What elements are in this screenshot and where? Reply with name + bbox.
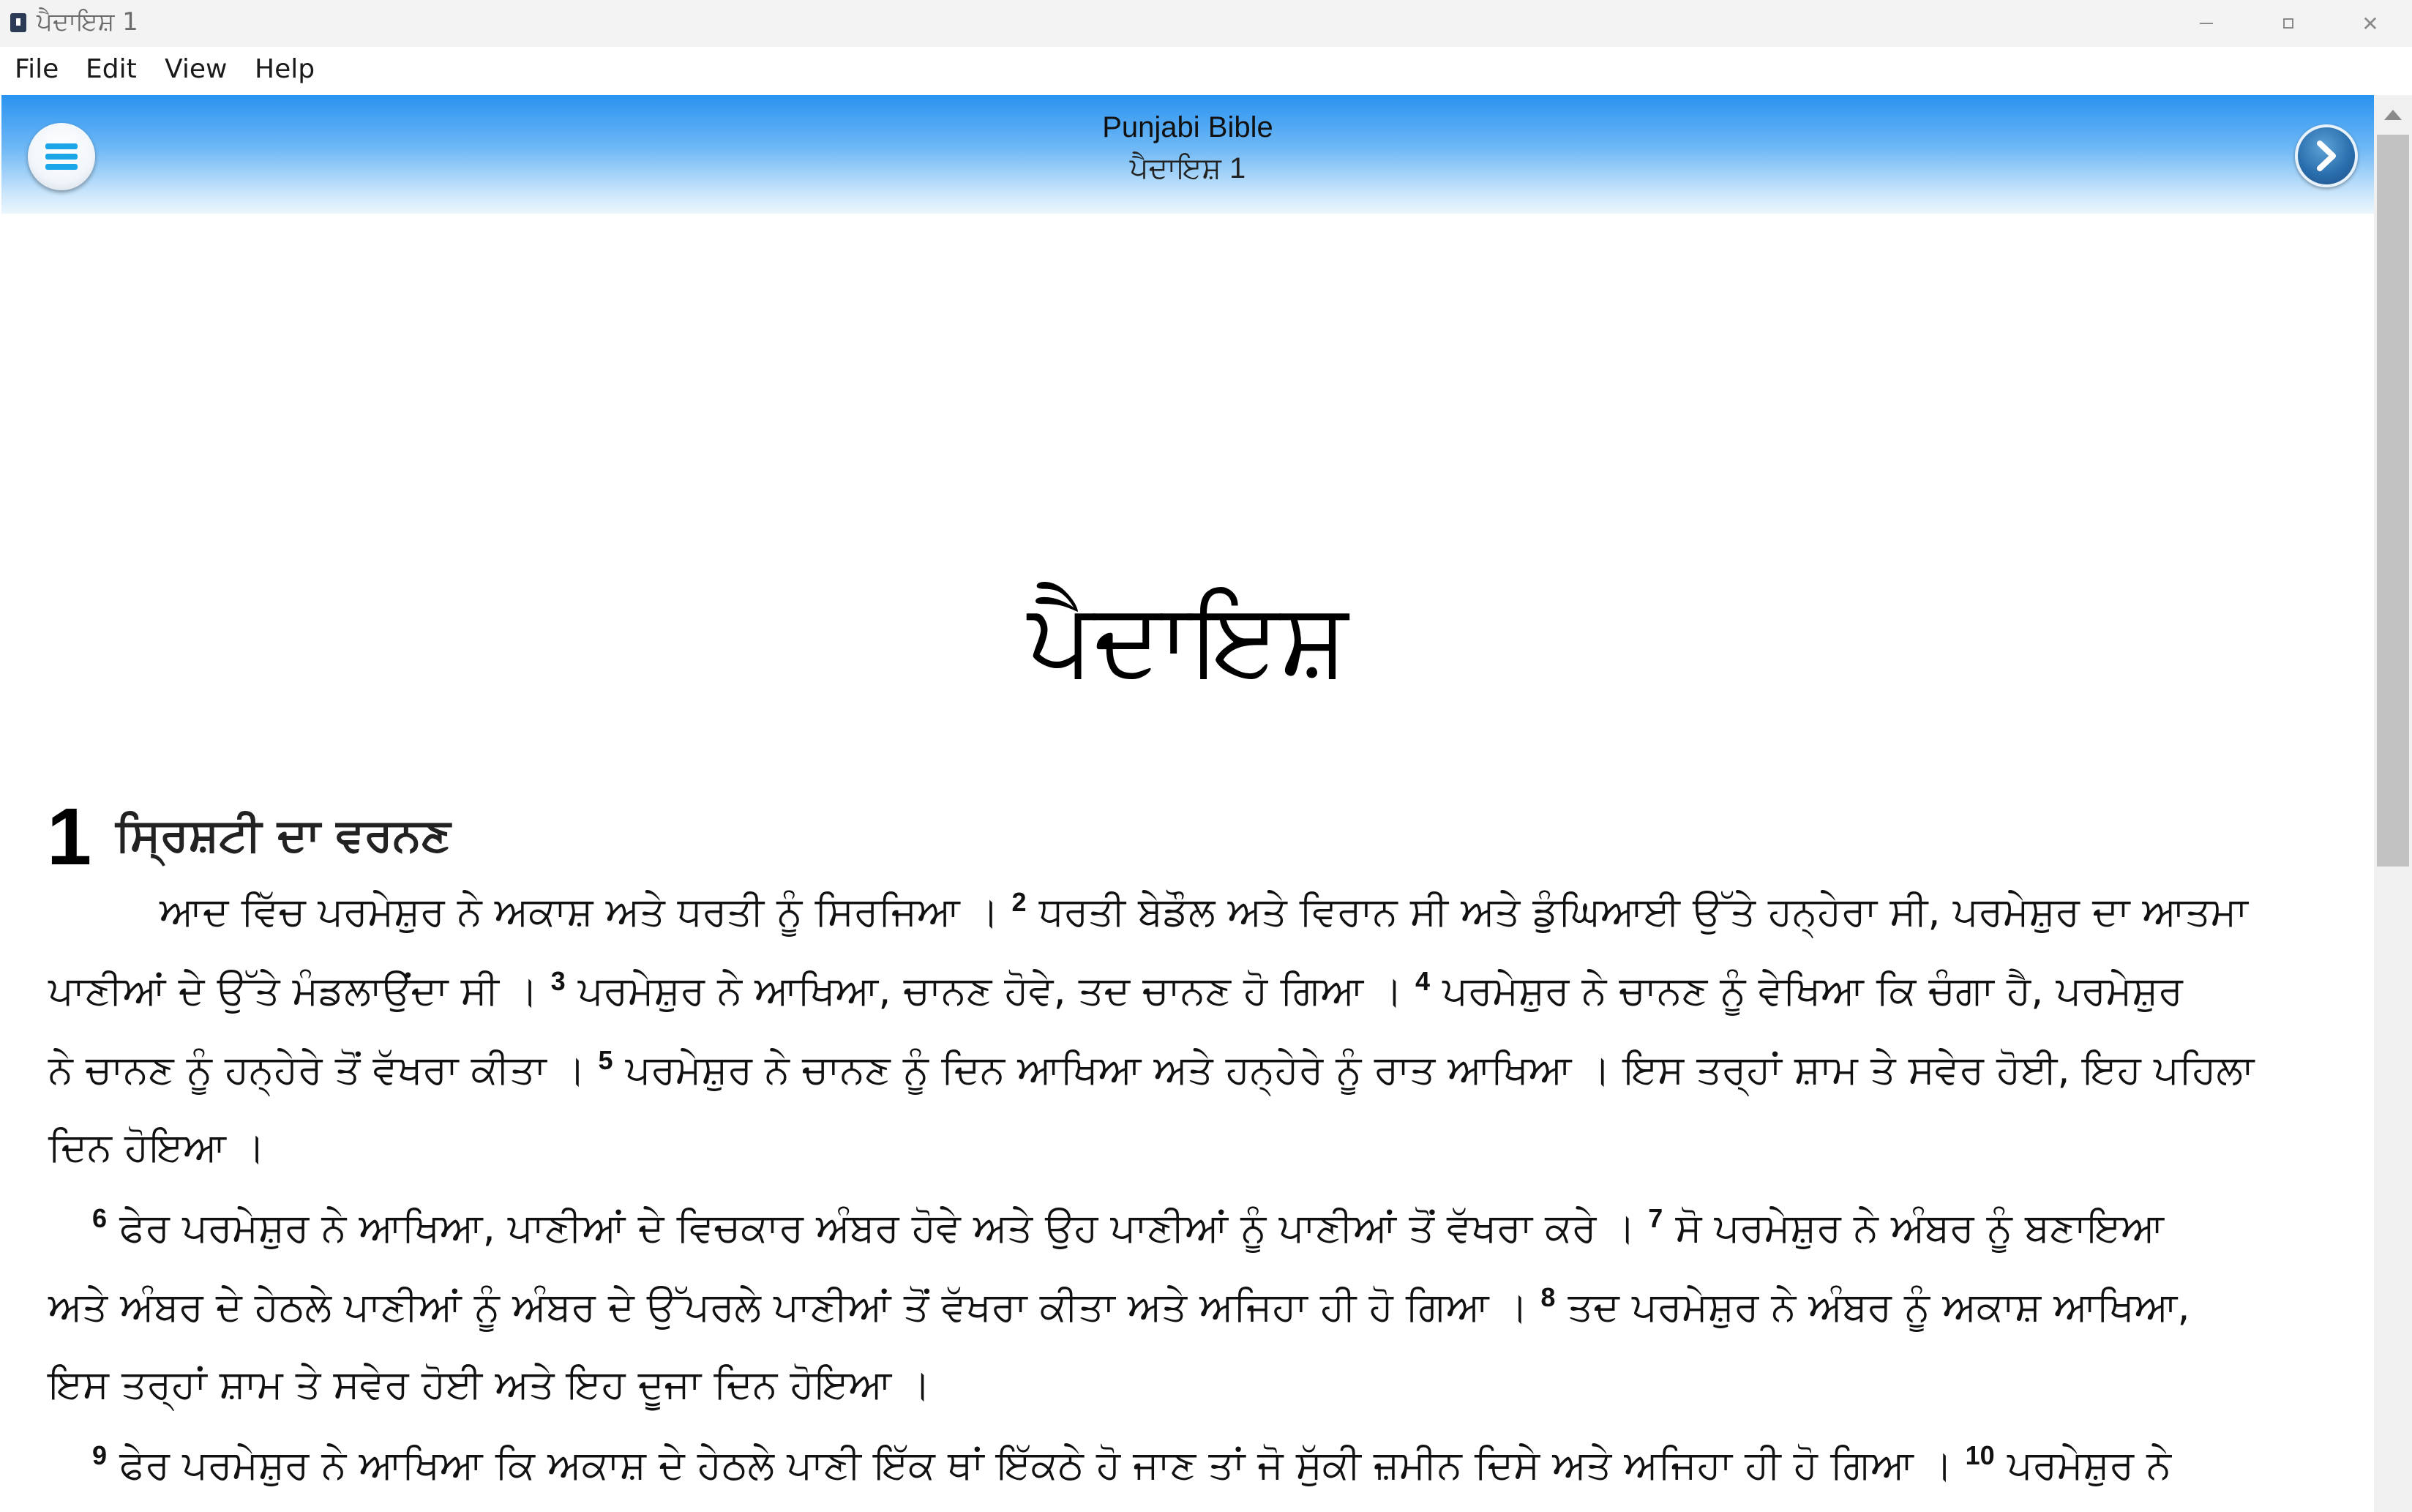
- close-button[interactable]: [2330, 0, 2411, 47]
- menu-bar: [0, 47, 2412, 95]
- next-chapter-button[interactable]: [2295, 124, 2358, 187]
- verse-text: ਫੇਰ ਪਰਮੇਸ਼ੁਰ ਨੇ ਆਖਿਆ, ਪਾਣੀਆਂ ਦੇ ਵਿਚਕਾਰ ਅੰਬਰ ਹੋਵੇ ਅਤੇ ਉਹ ਪਾਣੀਆਂ ਨੂੰ ਪਾਣੀਆਂ ਤੋਂ ਵੱਖਰਾ ਕਰੇ ।: [119, 1205, 1649, 1251]
- verse-text: ਇਸ ਤਰ੍ਹਾਂ ਸ਼ਾਮ ਤੇ ਸਵੇਰ ਹੋਈ ਅਤੇ ਇਹ ਦੂਜਾ ਦਿਨ ਹੋਇਆ ।: [48, 1361, 931, 1407]
- verse-number: 4: [1415, 966, 1430, 996]
- verse-line: [160, 887, 2248, 935]
- chapter-title: ਪੈਦਾਇਸ਼ 1: [1129, 152, 1246, 184]
- maximize-icon: [2283, 18, 2293, 29]
- verse-number: 8: [1540, 1282, 1556, 1312]
- verse-number: 5: [598, 1045, 613, 1075]
- verse-line: [48, 1282, 2190, 1331]
- verse-text: ਪਾਣੀਆਂ ਦੇ ਉੱਤੇ ਮੰਡਲਾਉਂਦਾ ਸੀ ।: [48, 968, 551, 1014]
- verse-line: [48, 1124, 265, 1171]
- verse-number: 6: [92, 1203, 108, 1233]
- verse-number: 2: [1011, 887, 1027, 917]
- verse-number: 3: [550, 966, 566, 996]
- close-icon: ✕: [2362, 11, 2379, 36]
- maximize-button[interactable]: [2248, 0, 2329, 47]
- header-bar: [1, 95, 2374, 214]
- verse-text: ਧਰਤੀ ਬੇਡੌਲ ਅਤੇ ਵਿਰਾਨ ਸੀ ਅਤੇ ਡੁੰਘਿਆਈ ਉੱਤੇ ਹਨ੍ਹੇਰਾ ਸੀ, ਪਰਮੇਸ਼ੁਰ ਦਾ ਆਤਮਾ: [1038, 888, 2248, 935]
- verse-number: 10: [1965, 1440, 1995, 1470]
- verse-line: [92, 1203, 2164, 1251]
- section-heading: ਸ੍ਰਿਸ਼ਟੀ ਦਾ ਵਰਨਣ: [116, 808, 451, 861]
- chevron-right-icon: [2312, 139, 2342, 173]
- verse-line: [48, 1361, 931, 1408]
- scrollbar-thumb[interactable]: [2377, 135, 2409, 867]
- chapter-number: 1: [47, 792, 92, 882]
- verse-text: ਪਰਮੇਸ਼ੁਰ ਨੇ ਚਾਨਣ ਨੂੰ ਦਿਨ ਆਖਿਆ ਅਤੇ ਹਨ੍ਹੇਰੇ ਨੂੰ ਰਾਤ ਆਖਿਆ । ਇਸ ਤਰ੍ਹਾਂ ਸ਼ਾਮ ਤੇ ਸਵੇਰ ਹੋਈ, ਇਹ ਪਹਿਲਾ: [625, 1047, 2255, 1093]
- title-bar[interactable]: [0, 0, 2412, 47]
- scroll-up-arrow-icon[interactable]: [2384, 110, 2402, 120]
- window-title: ਪੈਦਾਇਸ਼ 1: [37, 7, 138, 37]
- verse-number: 7: [1648, 1203, 1663, 1233]
- menu-edit[interactable]: Edit: [86, 54, 137, 84]
- verse-text: ਪਰਮੇਸ਼ੁਰ ਨੇ: [2007, 1442, 2172, 1488]
- verse-line: [48, 1045, 2254, 1093]
- verse-text: ਅਤੇ ਅੰਬਰ ਦੇ ਹੇਠਲੇ ਪਾਣੀਆਂ ਨੂੰ ਅੰਬਰ ਦੇ ਉੱਪਰਲੇ ਪਾਣੀਆਂ ਤੋਂ ਵੱਖਰਾ ਕੀਤਾ ਅਤੇ ਅਜਿਹਾ ਹੀ ਹੋ ਗਿਆ ।: [48, 1284, 1541, 1330]
- book-title: ਪੈਦਾਇਸ਼: [1027, 580, 1348, 699]
- verse-text: ਤਦ ਪਰਮੇਸ਼ੁਰ ਨੇ ਅੰਬਰ ਨੂੰ ਅਕਾਸ਼ ਆਖਿਆ,: [1568, 1284, 2190, 1330]
- vertical-scrollbar[interactable]: [2374, 95, 2412, 1512]
- verse-line: [92, 1440, 2171, 1489]
- verse-text: ਫੇਰ ਪਰਮੇਸ਼ੁਰ ਨੇ ਆਖਿਆ ਕਿ ਅਕਾਸ਼ ਦੇ ਹੇਠਲੇ ਪਾਣੀ ਇੱਕ ਥਾਂ ਇੱਕਠੇ ਹੋ ਜਾਣ ਤਾਂ ਜੋ ਸੁੱਕੀ ਜ਼ਮੀਨ ਦਿਸੇ ਅਤੇ ਅਜਿਹਾ ਹੀ ਹੋ ਗਿਆ ।: [119, 1442, 1966, 1488]
- verse-text: ਸੋ ਪਰਮੇਸ਼ੁਰ ਨੇ ਅੰਬਰ ਨੂੰ ਬਣਾਇਆ: [1675, 1205, 2164, 1251]
- verse-line: [48, 966, 2183, 1014]
- menu-file[interactable]: File: [15, 54, 59, 84]
- app-icon: [10, 13, 26, 32]
- minimize-button[interactable]: [2166, 0, 2247, 47]
- verse-text: ਪਰਮੇਸ਼ੁਰ ਨੇ ਚਾਨਣ ਨੂੰ ਵੇਖਿਆ ਕਿ ਚੰਗਾ ਹੈ, ਪਰਮੇਸ਼ੁਰ: [1442, 968, 2183, 1014]
- verse-text: ਦਿਨ ਹੋਇਆ ।: [48, 1124, 266, 1170]
- menu-help[interactable]: Help: [255, 54, 315, 84]
- app-title: Punjabi Bible: [1102, 111, 1273, 143]
- verse-text: ਆਦ ਵਿੱਚ ਪਰਮੇਸ਼ੁਰ ਨੇ ਅਕਾਸ਼ ਅਤੇ ਧਰਤੀ ਨੂੰ ਸਿਰਜਿਆ ।: [160, 888, 1012, 935]
- verse-number: 9: [92, 1440, 108, 1470]
- menu-view[interactable]: View: [165, 54, 228, 84]
- verse-text: ਪਰਮੇਸ਼ੁਰ ਨੇ ਆਖਿਆ, ਚਾਨਣ ਹੋਵੇ, ਤਦ ਚਾਨਣ ਹੋ ਗਿਆ ।: [577, 968, 1415, 1014]
- verse-text: ਨੇ ਚਾਨਣ ਨੂੰ ਹਨ੍ਹੇਰੇ ਤੋਂ ਵੱਖਰਾ ਕੀਤਾ ।: [48, 1047, 599, 1093]
- minimize-icon: [2200, 23, 2213, 24]
- scripture-content[interactable]: [1, 214, 2374, 1512]
